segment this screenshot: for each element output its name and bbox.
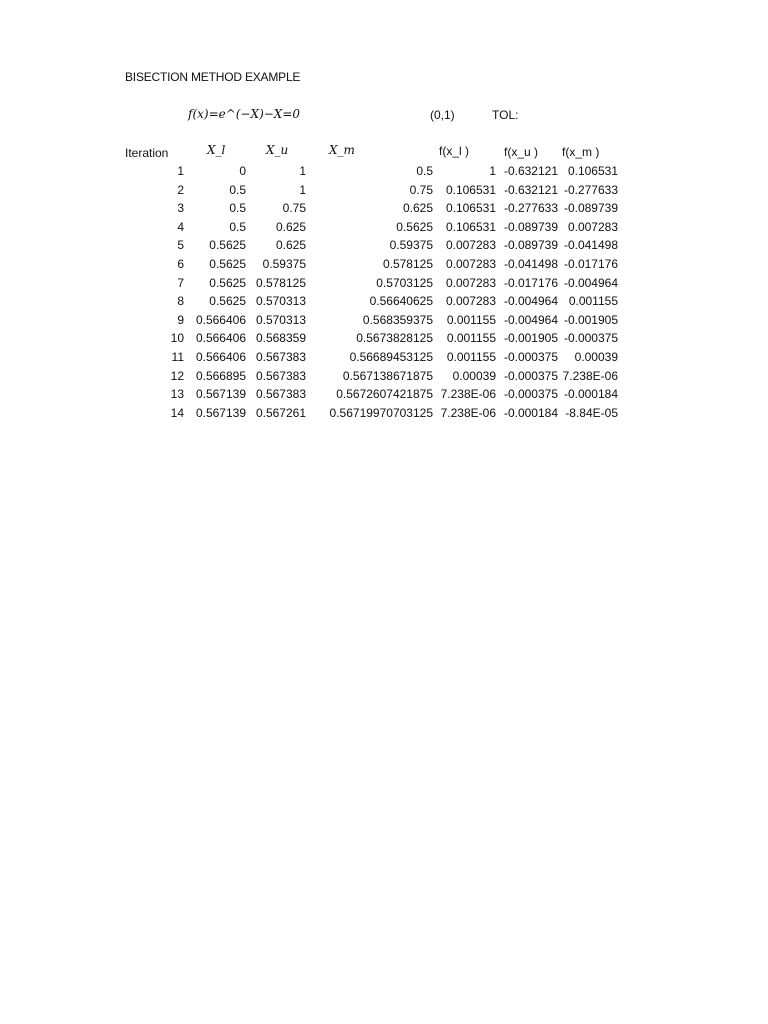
table-row — [148, 181, 620, 200]
x-lower-cell: 0.567139 — [195, 405, 246, 420]
x-mid-cell: 0.578125 — [382, 256, 433, 271]
f-x-upper-cell: -0.632121 — [503, 182, 558, 197]
x-lower-cell: 0 — [239, 164, 246, 178]
f-x-lower-cell: 0.001155 — [446, 312, 496, 327]
f-x-upper-cell: -0.000375 — [503, 349, 558, 364]
f-x-mid-cell: 7.238E-06 — [562, 368, 618, 383]
f-x-mid-cell: -8.84E-05 — [565, 405, 618, 420]
f-x-lower-cell: 7.238E-06 — [440, 405, 496, 420]
f-x-mid-cell: -0.277633 — [563, 182, 618, 197]
bisection-table — [148, 162, 620, 422]
table-row — [148, 292, 620, 311]
f-x-upper-cell: -0.017176 — [503, 275, 558, 290]
f-x-lower-cell: 0.106531 — [445, 182, 496, 197]
f-x-upper-cell: -0.277633 — [503, 201, 558, 216]
f-x-upper-cell: -0.001905 — [503, 331, 558, 346]
x-upper-cell: 0.625 — [275, 219, 306, 234]
f-x-lower-cell: 1 — [489, 164, 496, 178]
iteration-cell: 10 — [170, 331, 184, 346]
f-x-lower-cell: 0.106531 — [445, 201, 496, 216]
table-row — [148, 274, 620, 293]
f-x-mid-cell: 0.00039 — [574, 349, 618, 364]
x-upper-cell: 0.568359 — [255, 331, 306, 346]
header-f-x-mid: f(x_m ) — [562, 145, 600, 159]
x-lower-cell: 0.5625 — [209, 256, 246, 271]
f-x-lower-cell: 0.007283 — [445, 256, 496, 271]
x-upper-cell: 0.578125 — [255, 275, 306, 290]
iteration-cell: 14 — [170, 405, 184, 420]
header-x-upper: X_u — [266, 143, 289, 157]
f-x-lower-cell: 0.007283 — [445, 238, 496, 253]
x-upper-cell: 1 — [299, 164, 306, 178]
table-row — [148, 311, 620, 330]
iteration-cell: 3 — [177, 201, 184, 216]
x-lower-cell: 0.5625 — [209, 294, 246, 309]
f-x-upper-cell: -0.089739 — [503, 219, 558, 234]
x-mid-cell: 0.5625 — [396, 219, 433, 234]
x-upper-cell: 0.59375 — [262, 256, 306, 271]
x-mid-cell: 0.568359375 — [362, 312, 433, 327]
f-x-upper-cell: -0.000184 — [503, 405, 558, 420]
x-lower-cell: 0.566406 — [195, 349, 246, 364]
iteration-cell: 12 — [170, 368, 184, 383]
iteration-cell: 13 — [170, 387, 184, 402]
x-upper-cell: 0.75 — [282, 201, 306, 216]
x-mid-cell: 0.59375 — [389, 238, 433, 253]
x-upper-cell: 0.625 — [275, 238, 306, 253]
x-upper-cell: 0.567383 — [255, 387, 306, 402]
x-lower-cell: 0.566895 — [195, 368, 246, 383]
f-x-lower-cell: 0.007283 — [445, 275, 496, 290]
x-upper-cell: 0.570313 — [255, 312, 306, 327]
f-x-lower-cell: 7.238E-06 — [440, 387, 496, 402]
x-lower-cell: 0.5 — [229, 182, 246, 197]
f-x-lower-cell: 0.007283 — [445, 294, 496, 309]
iteration-cell: 11 — [171, 349, 184, 364]
table-row — [148, 404, 620, 423]
table-row — [148, 162, 620, 181]
x-upper-cell: 0.570313 — [255, 294, 306, 309]
table-row — [148, 236, 620, 255]
iteration-cell: 5 — [177, 238, 184, 253]
header-x-lower: X_l — [207, 143, 226, 157]
x-upper-cell: 0.567383 — [255, 349, 306, 364]
f-x-mid-cell: 0.007283 — [567, 219, 618, 234]
iteration-cell: 9 — [177, 312, 184, 327]
x-mid-cell: 0.56640625 — [369, 294, 433, 309]
x-mid-cell: 0.625 — [402, 201, 433, 216]
table-row — [148, 367, 620, 386]
f-x-mid-cell: 0.106531 — [567, 164, 618, 178]
function-formula: f(x)=e^(−X)−X=0 — [188, 107, 301, 121]
f-x-mid-cell: -0.089739 — [563, 201, 618, 216]
f-x-upper-cell: -0.004964 — [503, 312, 558, 327]
table-row — [148, 348, 620, 367]
iteration-cell: 6 — [177, 256, 184, 271]
x-mid-cell: 0.5672607421875 — [336, 387, 433, 402]
f-x-upper-cell: -0.004964 — [503, 294, 558, 309]
f-x-lower-cell: 0.106531 — [445, 219, 496, 234]
header-f-x-upper: f(x_u ) — [504, 145, 539, 159]
bisection-table-body — [148, 162, 620, 422]
iteration-cell: 1 — [177, 164, 184, 178]
f-x-mid-cell: -0.001905 — [563, 312, 618, 327]
f-x-mid-cell: -0.000375 — [563, 331, 618, 346]
f-x-upper-cell: -0.000375 — [503, 387, 558, 402]
f-x-mid-cell: -0.017176 — [563, 256, 618, 271]
f-x-lower-cell: 0.00039 — [452, 368, 496, 383]
f-x-mid-cell: -0.000184 — [563, 387, 618, 402]
x-lower-cell: 0.5 — [229, 219, 246, 234]
x-mid-cell: 0.5 — [416, 164, 433, 178]
x-mid-cell: 0.567138671875 — [342, 368, 433, 383]
x-mid-cell: 0.75 — [409, 182, 433, 197]
x-upper-cell: 1 — [299, 182, 306, 197]
table-row — [148, 218, 620, 237]
iteration-cell: 2 — [177, 182, 184, 197]
f-x-mid-cell: -0.004964 — [563, 275, 618, 290]
x-mid-cell: 0.56719970703125 — [329, 405, 433, 420]
table-row — [148, 329, 620, 348]
f-x-upper-cell: -0.000375 — [503, 368, 558, 383]
f-x-lower-cell: 0.001155 — [446, 349, 496, 364]
x-mid-cell: 0.5703125 — [376, 275, 433, 290]
page-title: BISECTION METHOD EXAMPLE — [125, 70, 301, 84]
table-row — [148, 199, 620, 218]
f-x-upper-cell: -0.041498 — [503, 256, 558, 271]
interval-label: (0,1) — [430, 108, 455, 122]
x-lower-cell: 0.567139 — [195, 387, 246, 402]
x-lower-cell: 0.566406 — [195, 312, 246, 327]
f-x-mid-cell: -0.041498 — [563, 238, 618, 253]
f-x-mid-cell: 0.001155 — [568, 294, 618, 309]
iteration-cell: 4 — [177, 219, 184, 234]
x-lower-cell: 0.5625 — [209, 275, 246, 290]
header-iteration: Iteration — [125, 146, 169, 160]
x-lower-cell: 0.566406 — [195, 331, 246, 346]
table-row — [148, 255, 620, 274]
x-mid-cell: 0.5673828125 — [356, 331, 433, 346]
f-x-upper-cell: -0.089739 — [503, 238, 558, 253]
x-upper-cell: 0.567383 — [255, 368, 306, 383]
x-lower-cell: 0.5 — [229, 201, 246, 216]
x-mid-cell: 0.56689453125 — [349, 349, 433, 364]
iteration-cell: 7 — [177, 275, 184, 290]
f-x-lower-cell: 0.001155 — [446, 331, 496, 346]
header-x-mid: X_m — [329, 143, 355, 157]
f-x-upper-cell: -0.632121 — [503, 164, 558, 178]
tolerance-label: TOL: — [492, 108, 519, 122]
table-row — [148, 385, 620, 404]
x-upper-cell: 0.567261 — [255, 405, 306, 420]
iteration-cell: 8 — [177, 294, 184, 309]
x-lower-cell: 0.5625 — [209, 238, 246, 253]
header-f-x-lower: f(x_l ) — [439, 144, 469, 158]
